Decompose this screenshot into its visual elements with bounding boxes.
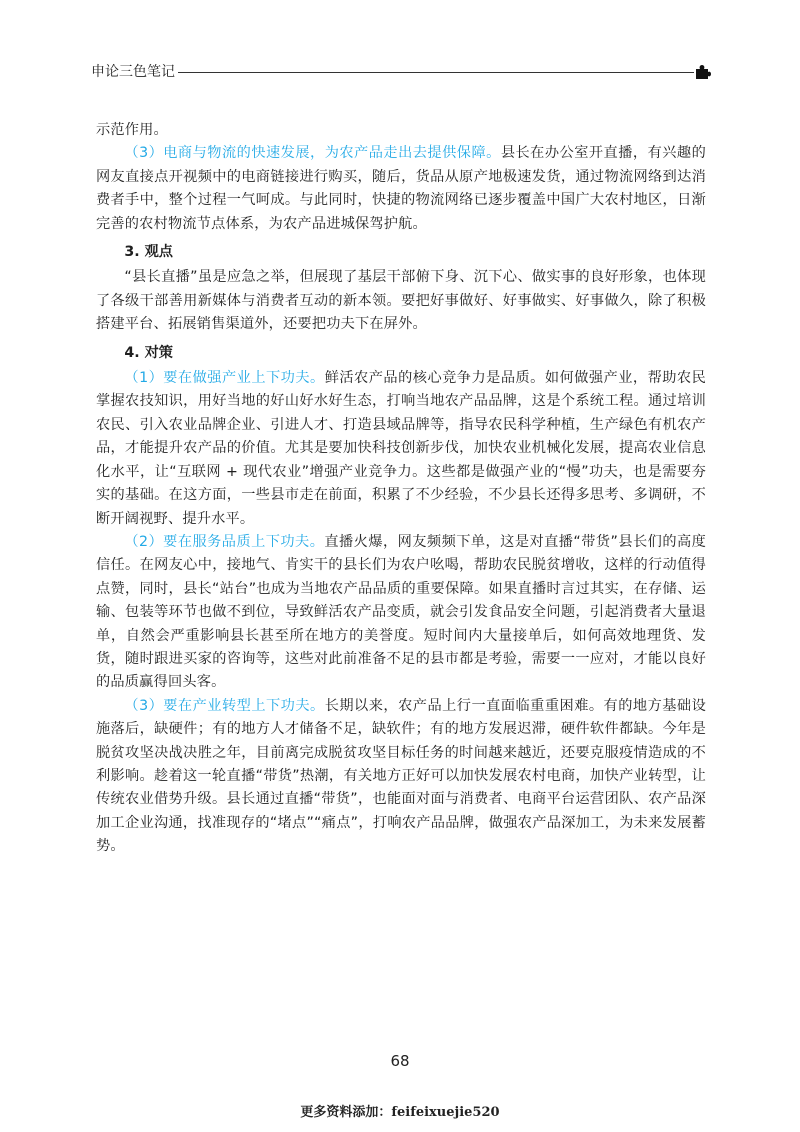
paragraph-viewpoint: “县长直播”虽是应急之举，但展现了基层干部俯下身、沉下心、做实事的良好形象，也体现了各级干部善用新媒体与消费者互动的新本领。要把好事做好、好事做实、好事做久，除了积极搭建平台、拓展销售渠道外，还要把功夫下在屏外。 bbox=[96, 269, 706, 333]
page-header bbox=[91, 63, 713, 83]
paragraph-text: 县长在办公室开直播，有兴趣的网友直接点开视频中的电商链接进行购买，随后，货品从原产地极速发货，通过物流网络到达消费者手中，整个过程一气呵成。与此同时，快捷的物流网络已逐步覆盖中国广大农村地区，日渐完善的农村物流节点体系，为农产品进城保驾护航。 bbox=[96, 145, 706, 232]
paragraph-service-quality bbox=[96, 531, 706, 695]
header-rule bbox=[178, 72, 694, 73]
section-heading-viewpoint: 3. 观点 bbox=[124, 244, 173, 261]
page-number: 68 bbox=[390, 1052, 410, 1070]
paragraph-text: 鲜活农产品的核心竞争力是品质。如何做强产业，帮助农民掌握农技知识，用好当地的好山好水好生态，打响当地农产品品牌，这是个系统工程。通过培训农民、引入农业品牌企业、引进人才、打造县域品牌等，指导农民科学种植，生产绿色有机农产品，才能提升农产品的价值。尤其是要加快科技创新步伐，加快农业机械化发展，提高农业信息化水平，让“互联网 + 现代农业”增强产业竞争力。这些都是做强产业的“慢”功夫，也是需要夯实的基础。在这方面，一些县市走在前面，积累了不少经验，不少县长还得多思考、多调研，不断开阔视野、提升水平。 bbox=[96, 370, 707, 527]
highlight-heading: （3）电商与物流的快速发展，为农产品走出去提供保障。 bbox=[124, 145, 501, 162]
paragraph-strengthen-industry bbox=[96, 367, 706, 531]
highlight-heading: （1）要在做强产业上下功夫。 bbox=[124, 370, 325, 387]
highlight-heading: （2）要在服务品质上下功夫。 bbox=[124, 533, 325, 550]
paragraph-ecommerce-logistics bbox=[96, 142, 706, 236]
paragraph-text: 长期以来，农产品上行一直面临重重困难。有的地方基础设施落后，缺硬件；有的地方人才储备不足，缺软件；有的地方发展迟滞，硬件软件都缺。今年是脱贫攻坚决战决胜之年，目前离完成脱贫攻坚目标任务的时间越来越近，还要克服疫情造成的不利影响。趁着这一轮直播“带货”热潮，有关地方正好可以加快发展农村电商，加快产业转型，让传统农业借势升级。县长通过直播“带货”，也能面对面与消费者、电商平台运营团队、农产品深加工企业沟通，找准现存的“堵点”“痛点”，打响农产品品牌，做强农产品深加工，为未来发展蓄势。 bbox=[96, 697, 707, 855]
paragraph-industry-transformation bbox=[96, 695, 706, 859]
paragraph-continuation: 示范作用。 bbox=[96, 122, 168, 138]
header-title: 申论三色笔记 bbox=[91, 64, 175, 80]
section-heading-countermeasures: 4. 对策 bbox=[124, 344, 173, 361]
paragraph-text: 直播火爆，网友频频下单，这是对直播“带货”县长们的高度信任。在网友心中，接地气、肯实干的县长们为农户吆喝，帮助农民脱贫增收，这样的行动值得点赞，同时，县长“站台”也成为当地农产品品质的重要保障。如果直播时言过其实，在存储、运输、包装等环节也做不到位，导致鲜活农产品变质，就会引发食品安全问题，引起消费者大量退单，自然会严重影响县长甚至所在地方的美誉度。短时间内大量接单后，如何高效地理货、发货，随时跟进买家的咨询等，这些对此前准备不足的县市都是考验，需要一一应对，才能以良好的品质赢得回头客。 bbox=[96, 533, 707, 691]
highlight-heading: （3）要在产业转型上下功夫。 bbox=[124, 697, 325, 714]
footer-note: 更多资料添加：feifeixuejie520 bbox=[300, 1105, 500, 1120]
puzzle-icon bbox=[695, 64, 711, 80]
page-content bbox=[96, 119, 706, 859]
